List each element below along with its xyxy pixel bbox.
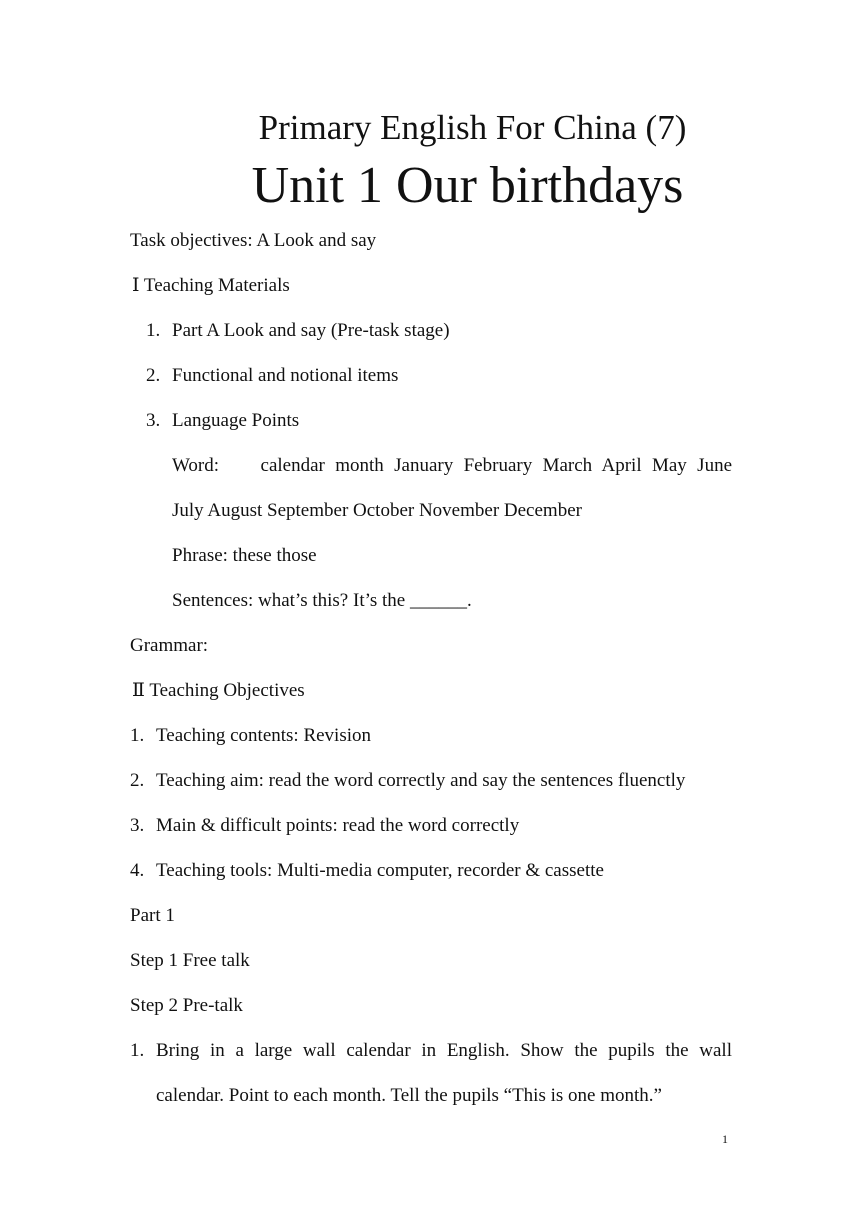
page-number: 1 — [722, 1132, 728, 1146]
list-item-text: Main & difficult points: read the word correctly — [156, 815, 520, 836]
list-number: 1. — [146, 320, 161, 341]
materials-item — [146, 363, 398, 389]
list-item-text: Functional and notional items — [172, 365, 399, 386]
section-heading-teaching-materials: Ⅰ Teaching Materials — [132, 275, 290, 296]
list-number: 4. — [130, 860, 145, 881]
section-heading-teaching-objectives: Ⅱ Teaching Objectives — [132, 680, 305, 701]
step-item-text-line-2: calendar. Point to each month. Tell the pupils “This is one month.” — [156, 1085, 662, 1106]
list-number: 1. — [130, 1040, 145, 1061]
objectives-item — [130, 813, 519, 839]
objectives-item — [130, 723, 371, 749]
phrase-line: Phrase: these those — [172, 545, 317, 566]
word-list-line-2: July August September October November December — [172, 500, 582, 521]
part-heading: Part 1 — [130, 905, 175, 926]
step-item-text-line-1: Bring in a large wall calendar in English. Show the pupils the wall — [156, 1040, 732, 1061]
materials-item — [146, 408, 299, 434]
document-title: Unit 1 Our birthdays — [251, 157, 684, 214]
list-item-text: Language Points — [172, 410, 300, 431]
list-item-text: Part A Look and say (Pre-task stage) — [172, 320, 450, 341]
objectives-item — [130, 858, 604, 884]
task-objectives: Task objectives: A Look and say — [130, 230, 377, 251]
step-heading: Step 2 Pre-talk — [130, 995, 243, 1016]
document-subtitle: Primary English For China (7) — [258, 108, 687, 147]
list-item-text: Teaching tools: Multi-media computer, recorder & cassette — [156, 860, 604, 881]
grammar-label: Grammar: — [130, 635, 209, 656]
list-number: 3. — [130, 815, 145, 836]
word-list-line-1: Word: calendar month January February March April May June — [172, 455, 732, 476]
step-heading: Step 1 Free talk — [130, 950, 250, 971]
list-number: 2. — [146, 365, 161, 386]
list-number: 2. — [130, 770, 145, 791]
list-item-text: Teaching aim: read the word correctly and say the sentences fluenctly — [156, 770, 686, 791]
sentences-line: Sentences: what’s this? It’s the ______. — [172, 590, 472, 611]
list-number: 3. — [146, 410, 161, 431]
materials-item — [146, 318, 450, 344]
objectives-item — [130, 768, 685, 794]
list-item-text: Teaching contents: Revision — [156, 725, 372, 746]
list-number: 1. — [130, 725, 145, 746]
